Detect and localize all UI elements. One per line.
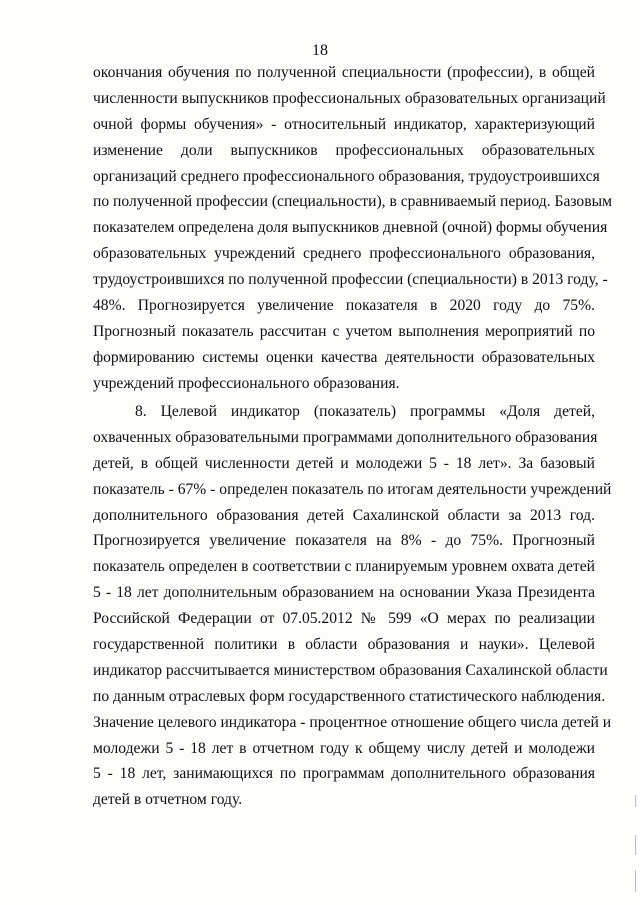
text-line: 48%. Прогнозируется увеличение показателя в 2020 году до 75%. xyxy=(93,297,595,315)
paragraph-continuation xyxy=(93,60,612,397)
text-line: охваченных образовательными программами дополнительного образования xyxy=(93,428,598,446)
text-line: показатель - 67% - определен показатель по итогам деятельности учреждений xyxy=(93,480,612,498)
text-line: 8. Целевой индикатор (показатель) программы «Доля детей, xyxy=(135,403,595,420)
scan-artifact-mark xyxy=(635,870,636,892)
text-line: Прогнозный показатель рассчитан с учетом выполнения мероприятий по xyxy=(93,322,595,340)
text-line: молодежи 5 - 18 лет в отчетном году к общему числу детей и молодежи xyxy=(93,739,595,757)
text-line: образовательных учреждений среднего профессионального образования, xyxy=(93,245,595,263)
text-line: детей в отчетном году. xyxy=(93,791,243,809)
text-line: Значение целевого индикатора - процентное отношение общего числа детей и xyxy=(93,713,612,731)
text-line: изменение доли выпускников профессиональных образовательных xyxy=(93,141,595,159)
text-line: государственной политики в области образования и науки». Целевой xyxy=(93,636,595,654)
scan-artifact-mark xyxy=(635,795,636,807)
text-line: трудоустроившихся по полученной профессии (специальности) в 2013 году, - xyxy=(93,271,608,289)
text-line: организаций среднего профессионального образования, трудоустроившихся xyxy=(93,167,600,185)
text-line: Прогнозируется увеличение показателя на 8% - до 75%. Прогнозный xyxy=(93,532,595,550)
text-line: индикатор рассчитывается министерством образования Сахалинской области xyxy=(93,661,608,679)
text-line: показатель определен в соответствии с планируемым уровнем охвата детей xyxy=(93,558,595,576)
text-line: окончания обучения по полученной специальности (профессии), в общей xyxy=(93,64,595,81)
text-line: по полученной профессии (специальности), в сравниваемый период. Базовым xyxy=(93,193,612,211)
text-line: показателем определена доля выпускников дневной (очной) формы обучения xyxy=(93,219,608,237)
text-line: численности выпускников профессиональных образовательных организаций xyxy=(93,89,606,107)
text-line: формированию системы оценки качества деятельности образовательных xyxy=(93,348,595,366)
text-line: дополнительного образования детей Сахалинской области за 2013 год. xyxy=(93,506,595,524)
text-line: 5 - 18 лет, занимающихся по программам дополнительного образования xyxy=(93,765,595,783)
paragraph-indicator-8 xyxy=(93,399,612,813)
text-line: Российской Федерации от 07.05.2012 № 599 «О мерах по реализации xyxy=(93,610,595,628)
text-line: учреждений профессионального образования. xyxy=(93,374,400,392)
text-line: по данным отраслевых форм государственного статистического наблюдения. xyxy=(93,687,606,705)
scan-artifact-mark xyxy=(635,835,636,855)
text-line: детей, в общей численности детей и молодежи 5 - 18 лет». За базовый xyxy=(93,454,595,472)
page-number: 18 xyxy=(312,42,328,59)
text-line: очной формы обучения» - относительный индикатор, характеризующий xyxy=(93,115,595,133)
text-line: 5 - 18 лет дополнительным образованием на основании Указа Президента xyxy=(93,584,595,602)
